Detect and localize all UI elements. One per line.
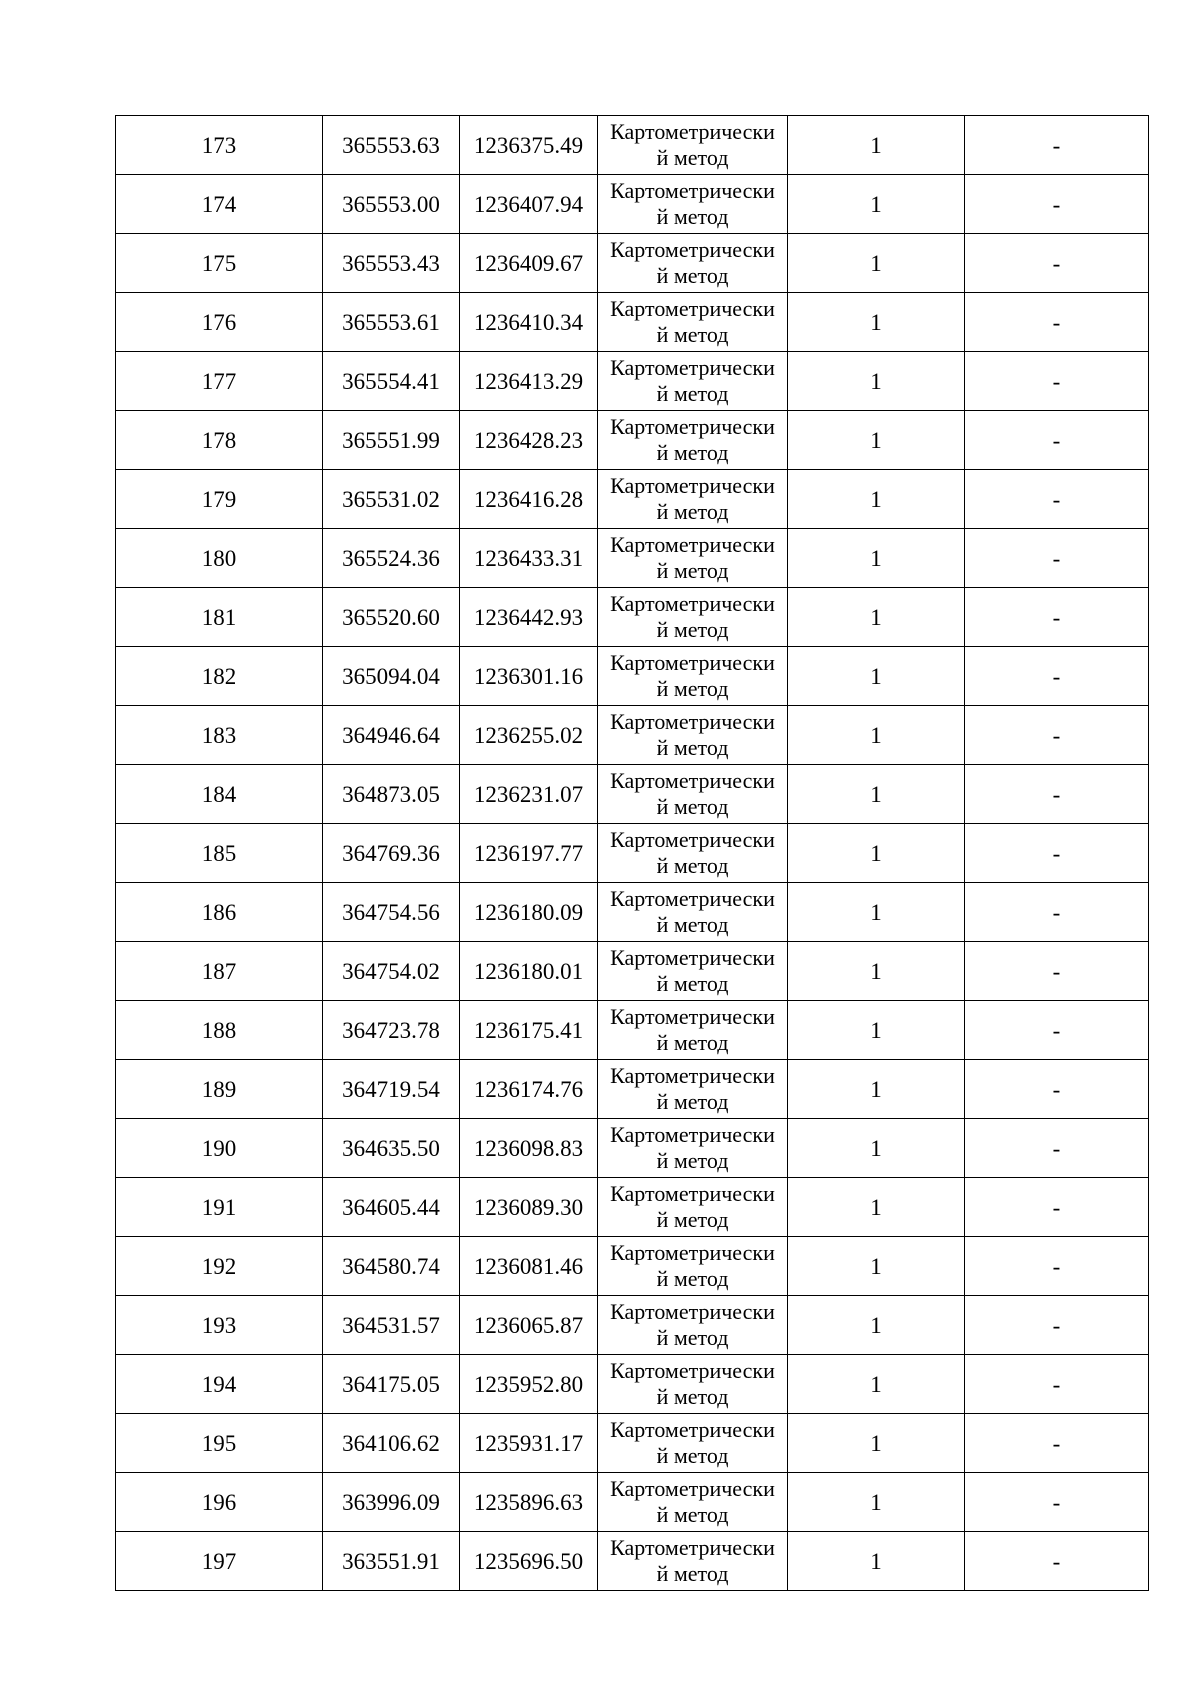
point-number-cell: 185	[116, 824, 323, 883]
method-text-line: Картометрически	[610, 1063, 775, 1088]
accuracy-cell: 1	[788, 411, 965, 470]
description-cell: -	[965, 824, 1149, 883]
y-coordinate-cell: 1236407.94	[460, 175, 598, 234]
description-cell: -	[965, 1119, 1149, 1178]
method-cell	[598, 1119, 788, 1178]
point-number-cell: 188	[116, 1001, 323, 1060]
method-text-line: Картометрически	[610, 1476, 775, 1501]
y-coordinate-cell: 1236180.09	[460, 883, 598, 942]
description-cell: -	[965, 942, 1149, 1001]
accuracy-cell: 1	[788, 1532, 965, 1591]
x-coordinate-cell: 365553.63	[323, 116, 460, 175]
table-row	[116, 1237, 1149, 1296]
point-number-cell: 196	[116, 1473, 323, 1532]
accuracy-cell: 1	[788, 942, 965, 1001]
y-coordinate-cell: 1236375.49	[460, 116, 598, 175]
x-coordinate-cell: 364106.62	[323, 1414, 460, 1473]
table-row	[116, 293, 1149, 352]
method-cell	[598, 706, 788, 765]
accuracy-cell: 1	[788, 1296, 965, 1355]
method-cell	[598, 1296, 788, 1355]
method-text-line: й метод	[656, 617, 729, 642]
x-coordinate-cell: 364531.57	[323, 1296, 460, 1355]
method-cell	[598, 1473, 788, 1532]
method-text-line: Картометрически	[610, 1004, 775, 1029]
method-text-line: Картометрически	[610, 1122, 775, 1147]
description-cell: -	[965, 529, 1149, 588]
point-number-cell: 174	[116, 175, 323, 234]
x-coordinate-cell: 365554.41	[323, 352, 460, 411]
point-number-cell: 187	[116, 942, 323, 1001]
accuracy-cell: 1	[788, 1001, 965, 1060]
accuracy-cell: 1	[788, 1473, 965, 1532]
accuracy-cell: 1	[788, 1237, 965, 1296]
method-text-line: Картометрически	[610, 768, 775, 793]
point-number-cell: 197	[116, 1532, 323, 1591]
x-coordinate-cell: 365553.43	[323, 234, 460, 293]
description-cell: -	[965, 1237, 1149, 1296]
table-row	[116, 1119, 1149, 1178]
method-text-line: Картометрически	[610, 473, 775, 498]
table-row	[116, 352, 1149, 411]
description-cell: -	[965, 352, 1149, 411]
x-coordinate-cell: 365551.99	[323, 411, 460, 470]
method-text-line: Картометрически	[610, 237, 775, 262]
table-row	[116, 1178, 1149, 1237]
method-text-line: й метод	[656, 145, 729, 170]
table-row	[116, 588, 1149, 647]
method-text-line: Картометрически	[610, 178, 775, 203]
method-text-line: й метод	[656, 1325, 729, 1350]
y-coordinate-cell: 1236428.23	[460, 411, 598, 470]
method-text-line: Картометрически	[610, 709, 775, 734]
method-text-line: й метод	[656, 735, 729, 760]
accuracy-cell: 1	[788, 647, 965, 706]
method-text-line: Картометрически	[610, 1417, 775, 1442]
method-text-line: Картометрически	[610, 945, 775, 970]
table-row	[116, 470, 1149, 529]
description-cell: -	[965, 411, 1149, 470]
description-cell: -	[965, 883, 1149, 942]
method-text-line: Картометрически	[610, 119, 775, 144]
x-coordinate-cell: 365520.60	[323, 588, 460, 647]
description-cell: -	[965, 706, 1149, 765]
x-coordinate-cell: 365531.02	[323, 470, 460, 529]
table-row	[116, 1473, 1149, 1532]
method-cell	[598, 883, 788, 942]
y-coordinate-cell: 1236175.41	[460, 1001, 598, 1060]
x-coordinate-cell: 364723.78	[323, 1001, 460, 1060]
y-coordinate-cell: 1236416.28	[460, 470, 598, 529]
table-row	[116, 1532, 1149, 1591]
point-number-cell: 190	[116, 1119, 323, 1178]
point-number-cell: 176	[116, 293, 323, 352]
description-cell: -	[965, 1532, 1149, 1591]
y-coordinate-cell: 1236409.67	[460, 234, 598, 293]
description-cell: -	[965, 647, 1149, 706]
y-coordinate-cell: 1236442.93	[460, 588, 598, 647]
description-cell: -	[965, 1473, 1149, 1532]
point-number-cell: 177	[116, 352, 323, 411]
point-number-cell: 186	[116, 883, 323, 942]
coordinates-table-wrapper	[115, 115, 1149, 1591]
method-cell	[598, 1060, 788, 1119]
method-text-line: й метод	[656, 440, 729, 465]
accuracy-cell: 1	[788, 352, 965, 411]
method-text-line: Картометрически	[610, 591, 775, 616]
point-number-cell: 194	[116, 1355, 323, 1414]
x-coordinate-cell: 365553.61	[323, 293, 460, 352]
method-text-line: Картометрически	[610, 650, 775, 675]
table-row	[116, 411, 1149, 470]
method-text-line: й метод	[656, 676, 729, 701]
x-coordinate-cell: 364719.54	[323, 1060, 460, 1119]
y-coordinate-cell: 1236089.30	[460, 1178, 598, 1237]
description-cell: -	[965, 1355, 1149, 1414]
method-text-line: й метод	[656, 1266, 729, 1291]
point-number-cell: 193	[116, 1296, 323, 1355]
method-cell	[598, 234, 788, 293]
method-text-line: Картометрически	[610, 1299, 775, 1324]
y-coordinate-cell: 1236410.34	[460, 293, 598, 352]
table-row	[116, 529, 1149, 588]
table-row	[116, 175, 1149, 234]
method-cell	[598, 116, 788, 175]
y-coordinate-cell: 1236180.01	[460, 942, 598, 1001]
description-cell: -	[965, 765, 1149, 824]
point-number-cell: 173	[116, 116, 323, 175]
x-coordinate-cell: 364946.64	[323, 706, 460, 765]
x-coordinate-cell: 364580.74	[323, 1237, 460, 1296]
method-text-line: й метод	[656, 322, 729, 347]
method-cell	[598, 470, 788, 529]
method-cell	[598, 647, 788, 706]
method-cell	[598, 942, 788, 1001]
accuracy-cell: 1	[788, 234, 965, 293]
x-coordinate-cell: 363996.09	[323, 1473, 460, 1532]
coordinates-table	[115, 115, 1149, 1591]
method-text-line: Картометрически	[610, 1358, 775, 1383]
x-coordinate-cell: 364769.36	[323, 824, 460, 883]
point-number-cell: 183	[116, 706, 323, 765]
method-text-line: Картометрически	[610, 532, 775, 557]
point-number-cell: 189	[116, 1060, 323, 1119]
description-cell: -	[965, 234, 1149, 293]
method-cell	[598, 411, 788, 470]
accuracy-cell: 1	[788, 470, 965, 529]
point-number-cell: 182	[116, 647, 323, 706]
method-cell	[598, 1001, 788, 1060]
coordinates-table-body	[116, 116, 1149, 1591]
table-row	[116, 1414, 1149, 1473]
x-coordinate-cell: 365094.04	[323, 647, 460, 706]
table-row	[116, 942, 1149, 1001]
accuracy-cell: 1	[788, 1414, 965, 1473]
method-text-line: й метод	[656, 1148, 729, 1173]
method-text-line: Картометрически	[610, 1240, 775, 1265]
description-cell: -	[965, 1178, 1149, 1237]
method-text-line: й метод	[656, 263, 729, 288]
description-cell: -	[965, 116, 1149, 175]
table-row	[116, 647, 1149, 706]
y-coordinate-cell: 1236081.46	[460, 1237, 598, 1296]
point-number-cell: 184	[116, 765, 323, 824]
table-row	[116, 1001, 1149, 1060]
table-row	[116, 1060, 1149, 1119]
accuracy-cell: 1	[788, 1119, 965, 1178]
method-text-line: й метод	[656, 1089, 729, 1114]
method-cell	[598, 765, 788, 824]
method-text-line: Картометрически	[610, 1535, 775, 1560]
method-text-line: й метод	[656, 1384, 729, 1409]
table-row	[116, 1296, 1149, 1355]
x-coordinate-cell: 364754.56	[323, 883, 460, 942]
method-cell	[598, 293, 788, 352]
x-coordinate-cell: 365553.00	[323, 175, 460, 234]
method-text-line: Картометрически	[610, 296, 775, 321]
method-text-line: Картометрически	[610, 886, 775, 911]
method-text-line: й метод	[656, 971, 729, 996]
x-coordinate-cell: 364605.44	[323, 1178, 460, 1237]
y-coordinate-cell: 1236098.83	[460, 1119, 598, 1178]
point-number-cell: 179	[116, 470, 323, 529]
accuracy-cell: 1	[788, 293, 965, 352]
point-number-cell: 175	[116, 234, 323, 293]
method-text-line: й метод	[656, 1561, 729, 1586]
table-row	[116, 824, 1149, 883]
accuracy-cell: 1	[788, 529, 965, 588]
method-text-line: й метод	[656, 499, 729, 524]
description-cell: -	[965, 1414, 1149, 1473]
y-coordinate-cell: 1236413.29	[460, 352, 598, 411]
accuracy-cell: 1	[788, 1178, 965, 1237]
method-text-line: й метод	[656, 1502, 729, 1527]
accuracy-cell: 1	[788, 116, 965, 175]
method-text-line: й метод	[656, 853, 729, 878]
accuracy-cell: 1	[788, 883, 965, 942]
table-row	[116, 883, 1149, 942]
point-number-cell: 191	[116, 1178, 323, 1237]
x-coordinate-cell: 364635.50	[323, 1119, 460, 1178]
description-cell: -	[965, 175, 1149, 234]
method-text-line: Картометрически	[610, 1181, 775, 1206]
description-cell: -	[965, 588, 1149, 647]
y-coordinate-cell: 1236065.87	[460, 1296, 598, 1355]
y-coordinate-cell: 1236174.76	[460, 1060, 598, 1119]
method-cell	[598, 1414, 788, 1473]
accuracy-cell: 1	[788, 706, 965, 765]
method-text-line: й метод	[656, 1030, 729, 1055]
x-coordinate-cell: 364175.05	[323, 1355, 460, 1414]
description-cell: -	[965, 1296, 1149, 1355]
accuracy-cell: 1	[788, 1355, 965, 1414]
table-row	[116, 765, 1149, 824]
y-coordinate-cell: 1235952.80	[460, 1355, 598, 1414]
method-text-line: й метод	[656, 912, 729, 937]
method-cell	[598, 1237, 788, 1296]
method-cell	[598, 824, 788, 883]
point-number-cell: 180	[116, 529, 323, 588]
table-row	[116, 1355, 1149, 1414]
point-number-cell: 195	[116, 1414, 323, 1473]
point-number-cell: 181	[116, 588, 323, 647]
x-coordinate-cell: 363551.91	[323, 1532, 460, 1591]
y-coordinate-cell: 1236433.31	[460, 529, 598, 588]
x-coordinate-cell: 364873.05	[323, 765, 460, 824]
method-cell	[598, 588, 788, 647]
method-cell	[598, 529, 788, 588]
y-coordinate-cell: 1235696.50	[460, 1532, 598, 1591]
method-text-line: й метод	[656, 1207, 729, 1232]
method-cell	[598, 1355, 788, 1414]
method-text-line: Картометрически	[610, 827, 775, 852]
method-text-line: й метод	[656, 1443, 729, 1468]
y-coordinate-cell: 1236197.77	[460, 824, 598, 883]
x-coordinate-cell: 365524.36	[323, 529, 460, 588]
point-number-cell: 192	[116, 1237, 323, 1296]
y-coordinate-cell: 1235931.17	[460, 1414, 598, 1473]
method-text-line: й метод	[656, 558, 729, 583]
x-coordinate-cell: 364754.02	[323, 942, 460, 1001]
method-cell	[598, 1532, 788, 1591]
accuracy-cell: 1	[788, 588, 965, 647]
table-row	[116, 116, 1149, 175]
table-row	[116, 706, 1149, 765]
method-cell	[598, 352, 788, 411]
method-text-line: Картометрически	[610, 355, 775, 380]
method-cell	[598, 1178, 788, 1237]
method-cell	[598, 175, 788, 234]
y-coordinate-cell: 1236255.02	[460, 706, 598, 765]
y-coordinate-cell: 1236301.16	[460, 647, 598, 706]
method-text-line: й метод	[656, 381, 729, 406]
description-cell: -	[965, 470, 1149, 529]
y-coordinate-cell: 1236231.07	[460, 765, 598, 824]
method-text-line: й метод	[656, 204, 729, 229]
y-coordinate-cell: 1235896.63	[460, 1473, 598, 1532]
accuracy-cell: 1	[788, 765, 965, 824]
method-text-line: й метод	[656, 794, 729, 819]
description-cell: -	[965, 293, 1149, 352]
method-text-line: Картометрически	[610, 414, 775, 439]
description-cell: -	[965, 1060, 1149, 1119]
description-cell: -	[965, 1001, 1149, 1060]
accuracy-cell: 1	[788, 1060, 965, 1119]
accuracy-cell: 1	[788, 175, 965, 234]
accuracy-cell: 1	[788, 824, 965, 883]
table-row	[116, 234, 1149, 293]
point-number-cell: 178	[116, 411, 323, 470]
